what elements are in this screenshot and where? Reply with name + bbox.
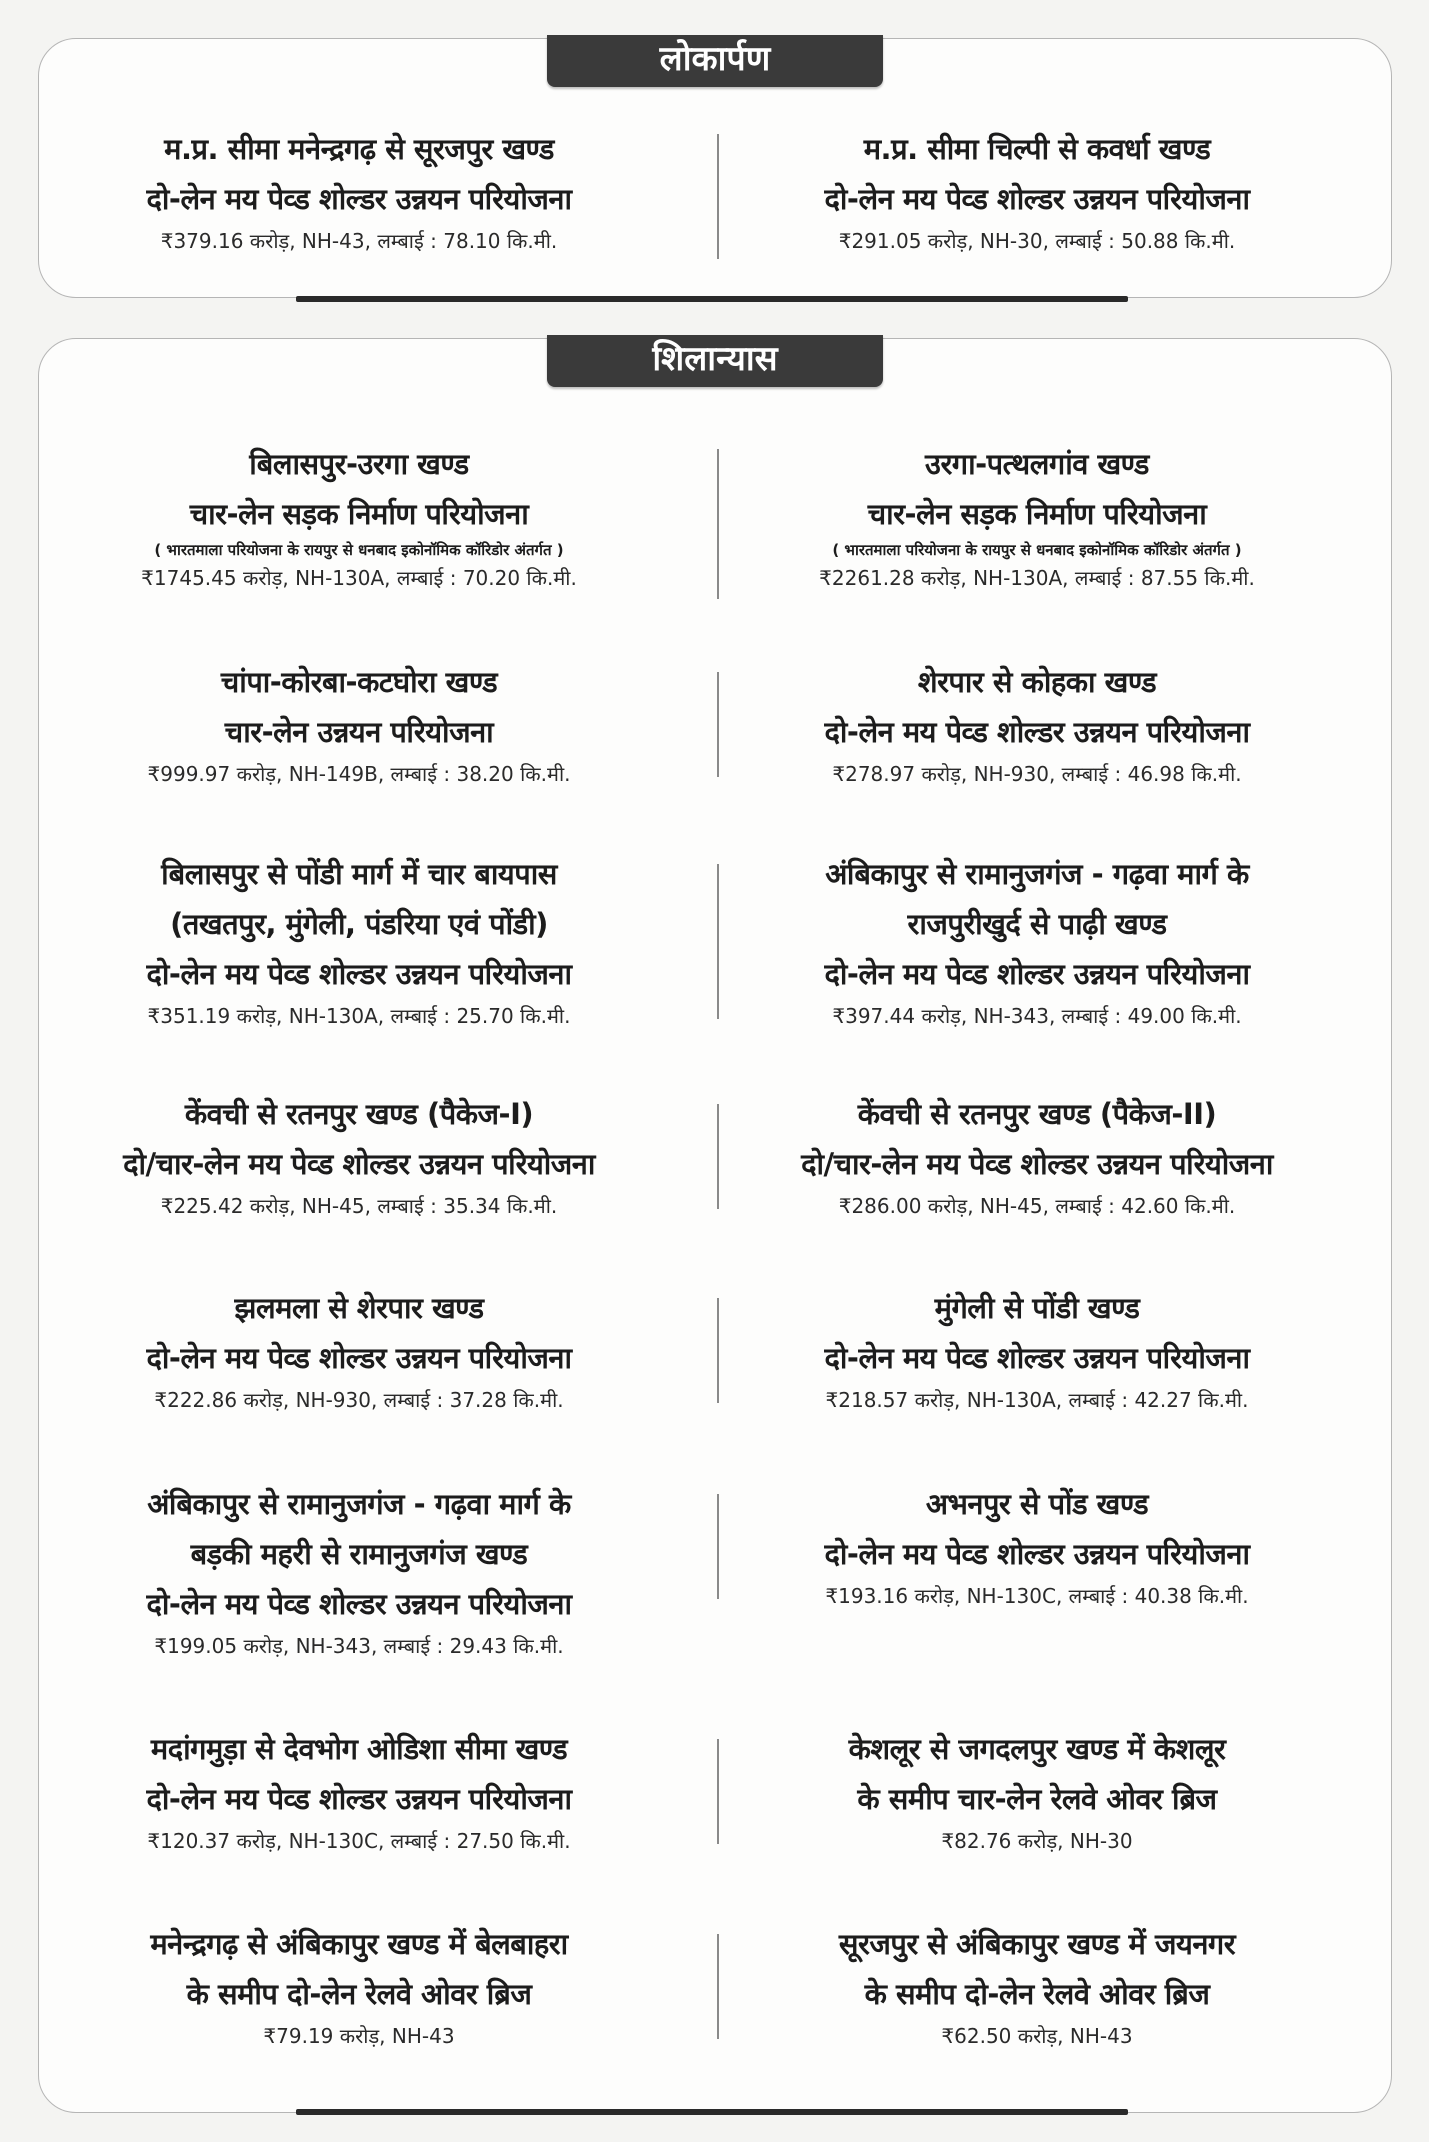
project-title: अंबिकापुर से रामानुजगंज - गढ़वा मार्ग के	[147, 1487, 571, 1521]
project-card	[39, 1919, 679, 2053]
project-title: उरगा-पत्थलगांव खण्ड	[925, 447, 1149, 481]
project-subtitle: दो-लेन मय पेव्ड शोल्डर उन्नयन परियोजना	[824, 182, 1250, 216]
project-title: म.प्र. सीमा मनेन्द्रगढ़ से सूरजपुर खण्ड	[164, 132, 554, 166]
project-title: झलमला से शेरपार खण्ड	[234, 1291, 484, 1325]
project-meta: ₹286.00 करोड़, NH-45, लम्बाई : 42.60 कि.मी.	[838, 1194, 1236, 1218]
project-card	[39, 1724, 679, 1858]
project-meta: ₹225.42 करोड़, NH-45, लम्बाई : 35.34 कि.मी.	[160, 1194, 558, 1218]
project-subtitle: दो-लेन मय पेव्ड शोल्डर उन्नयन परियोजना	[146, 1587, 572, 1621]
section-underline	[296, 296, 1128, 302]
project-subtitle: दो-लेन मय पेव्ड शोल्डर उन्नयन परियोजना	[824, 715, 1250, 749]
project-subtitle: दो-लेन मय पेव्ड शोल्डर उन्नयन परियोजना	[824, 1341, 1250, 1375]
project-meta: ₹120.37 करोड़, NH-130C, लम्बाई : 27.50 कि.मी.	[147, 1829, 571, 1853]
project-card	[717, 1479, 1357, 1613]
project-meta: ₹222.86 करोड़, NH-930, लम्बाई : 37.28 कि.मी.	[154, 1388, 564, 1412]
project-meta: ₹193.16 करोड़, NH-130C, लम्बाई : 40.38 कि.मी.	[825, 1584, 1249, 1608]
shilanyas-heading: शिलान्यास	[547, 335, 883, 387]
project-subtitle: के समीप दो-लेन रेलवे ओवर ब्रिज	[186, 1977, 532, 2011]
project-meta: ₹278.97 करोड़, NH-930, लम्बाई : 46.98 कि.मी.	[832, 762, 1242, 786]
project-note: ( भारतमाला परियोजना के रायपुर से धनबाद इकोनॉमिक कॉरिडोर अंतर्गत )	[154, 541, 564, 559]
project-meta: ₹199.05 करोड़, NH-343, लम्बाई : 29.43 कि.मी.	[154, 1634, 564, 1658]
project-subtitle: चार-लेन उन्नयन परियोजना	[224, 715, 494, 749]
lokarpan-panel	[38, 38, 1392, 298]
project-card	[39, 1089, 679, 1223]
project-title: मनेन्द्रगढ़ से अंबिकापुर खण्ड में बेलबाहरा	[150, 1927, 568, 1961]
project-card	[717, 657, 1357, 791]
project-title: चांपा-कोरबा-कटघोरा खण्ड	[220, 665, 498, 699]
project-title-cont: राजपुरीखुर्द से पाढ़ी खण्ड	[907, 907, 1167, 941]
project-note: ( भारतमाला परियोजना के रायपुर से धनबाद इकोनॉमिक कॉरिडोर अंतर्गत )	[832, 541, 1242, 559]
project-subtitle: दो-लेन मय पेव्ड शोल्डर उन्नयन परियोजना	[146, 182, 572, 216]
project-subtitle: के समीप चार-लेन रेलवे ओवर ब्रिज	[857, 1782, 1217, 1816]
project-meta: ₹397.44 करोड़, NH-343, लम्बाई : 49.00 कि.मी.	[832, 1004, 1242, 1028]
project-title: बिलासपुर-उरगा खण्ड	[249, 447, 469, 481]
project-card	[717, 439, 1357, 595]
project-subtitle: दो/चार-लेन मय पेव्ड शोल्डर उन्नयन परियोजना	[801, 1147, 1273, 1181]
project-meta: ₹351.19 करोड़, NH-130A, लम्बाई : 25.70 कि.मी.	[147, 1004, 571, 1028]
project-meta: ₹291.05 करोड़, NH-30, लम्बाई : 50.88 कि.मी.	[838, 229, 1236, 253]
project-meta: ₹2261.28 करोड़, NH-130A, लम्बाई : 87.55 कि.मी.	[819, 566, 1255, 590]
project-subtitle: दो-लेन मय पेव्ड शोल्डर उन्नयन परियोजना	[146, 1782, 572, 1816]
project-title: केंवची से रतनपुर खण्ड (पैकेज-I)	[184, 1097, 534, 1131]
project-title: बिलासपुर से पोंडी मार्ग में चार बायपास	[161, 857, 557, 891]
project-title-cont: (तखतपुर, मुंगेली, पंडरिया एवं पोंडी)	[170, 907, 548, 941]
shilanyas-panel	[38, 338, 1392, 2113]
project-card	[39, 439, 679, 595]
project-meta: ₹62.50 करोड़, NH-43	[941, 2024, 1133, 2048]
project-title: शेरपार से कोहका खण्ड	[917, 665, 1157, 699]
project-title: केंवची से रतनपुर खण्ड (पैकेज-II)	[857, 1097, 1217, 1131]
project-subtitle: दो-लेन मय पेव्ड शोल्डर उन्नयन परियोजना	[146, 1341, 572, 1375]
project-meta: ₹1745.45 करोड़, NH-130A, लम्बाई : 70.20 कि.मी.	[141, 566, 577, 590]
project-card	[717, 1724, 1357, 1858]
project-subtitle: दो-लेन मय पेव्ड शोल्डर उन्नयन परियोजना	[824, 957, 1250, 991]
project-card	[717, 849, 1357, 1033]
project-subtitle: के समीप दो-लेन रेलवे ओवर ब्रिज	[864, 1977, 1210, 2011]
project-subtitle: दो-लेन मय पेव्ड शोल्डर उन्नयन परियोजना	[824, 1537, 1250, 1571]
project-title: केशलूर से जगदलपुर खण्ड में केशलूर	[848, 1732, 1226, 1766]
project-meta: ₹379.16 करोड़, NH-43, लम्बाई : 78.10 कि.मी.	[160, 229, 558, 253]
project-title: मुंगेली से पोंडी खण्ड	[934, 1291, 1140, 1325]
project-title-cont: बड़की महरी से रामानुजगंज खण्ड	[190, 1537, 528, 1571]
project-title: म.प्र. सीमा चिल्पी से कवर्धा खण्ड	[863, 132, 1211, 166]
project-card	[717, 1089, 1357, 1223]
project-meta: ₹218.57 करोड़, NH-130A, लम्बाई : 42.27 कि.मी.	[825, 1388, 1249, 1412]
project-meta: ₹82.76 करोड़, NH-30	[941, 1829, 1133, 1853]
project-title: अभनपुर से पोंड खण्ड	[925, 1487, 1149, 1521]
project-card	[39, 1479, 679, 1663]
section-underline	[296, 2109, 1128, 2115]
project-title: अंबिकापुर से रामानुजगंज - गढ़वा मार्ग के	[825, 857, 1249, 891]
project-subtitle: दो-लेन मय पेव्ड शोल्डर उन्नयन परियोजना	[146, 957, 572, 991]
project-card	[717, 1919, 1357, 2053]
project-card	[39, 1283, 679, 1417]
project-title: सूरजपुर से अंबिकापुर खण्ड में जयनगर	[838, 1927, 1236, 1961]
project-meta: ₹999.97 करोड़, NH-149B, लम्बाई : 38.20 कि.मी.	[147, 762, 571, 786]
project-card	[717, 124, 1357, 258]
project-title: मदांगमुड़ा से देवभोग ओडिशा सीमा खण्ड	[150, 1732, 568, 1766]
project-meta: ₹79.19 करोड़, NH-43	[263, 2024, 455, 2048]
project-subtitle: दो/चार-लेन मय पेव्ड शोल्डर उन्नयन परियोजना	[123, 1147, 595, 1181]
project-subtitle: चार-लेन सड़क निर्माण परियोजना	[867, 497, 1207, 531]
project-subtitle: चार-लेन सड़क निर्माण परियोजना	[189, 497, 529, 531]
project-card	[39, 849, 679, 1033]
project-card	[717, 1283, 1357, 1417]
lokarpan-heading: लोकार्पण	[547, 35, 883, 87]
project-card	[39, 657, 679, 791]
project-card	[39, 124, 679, 258]
